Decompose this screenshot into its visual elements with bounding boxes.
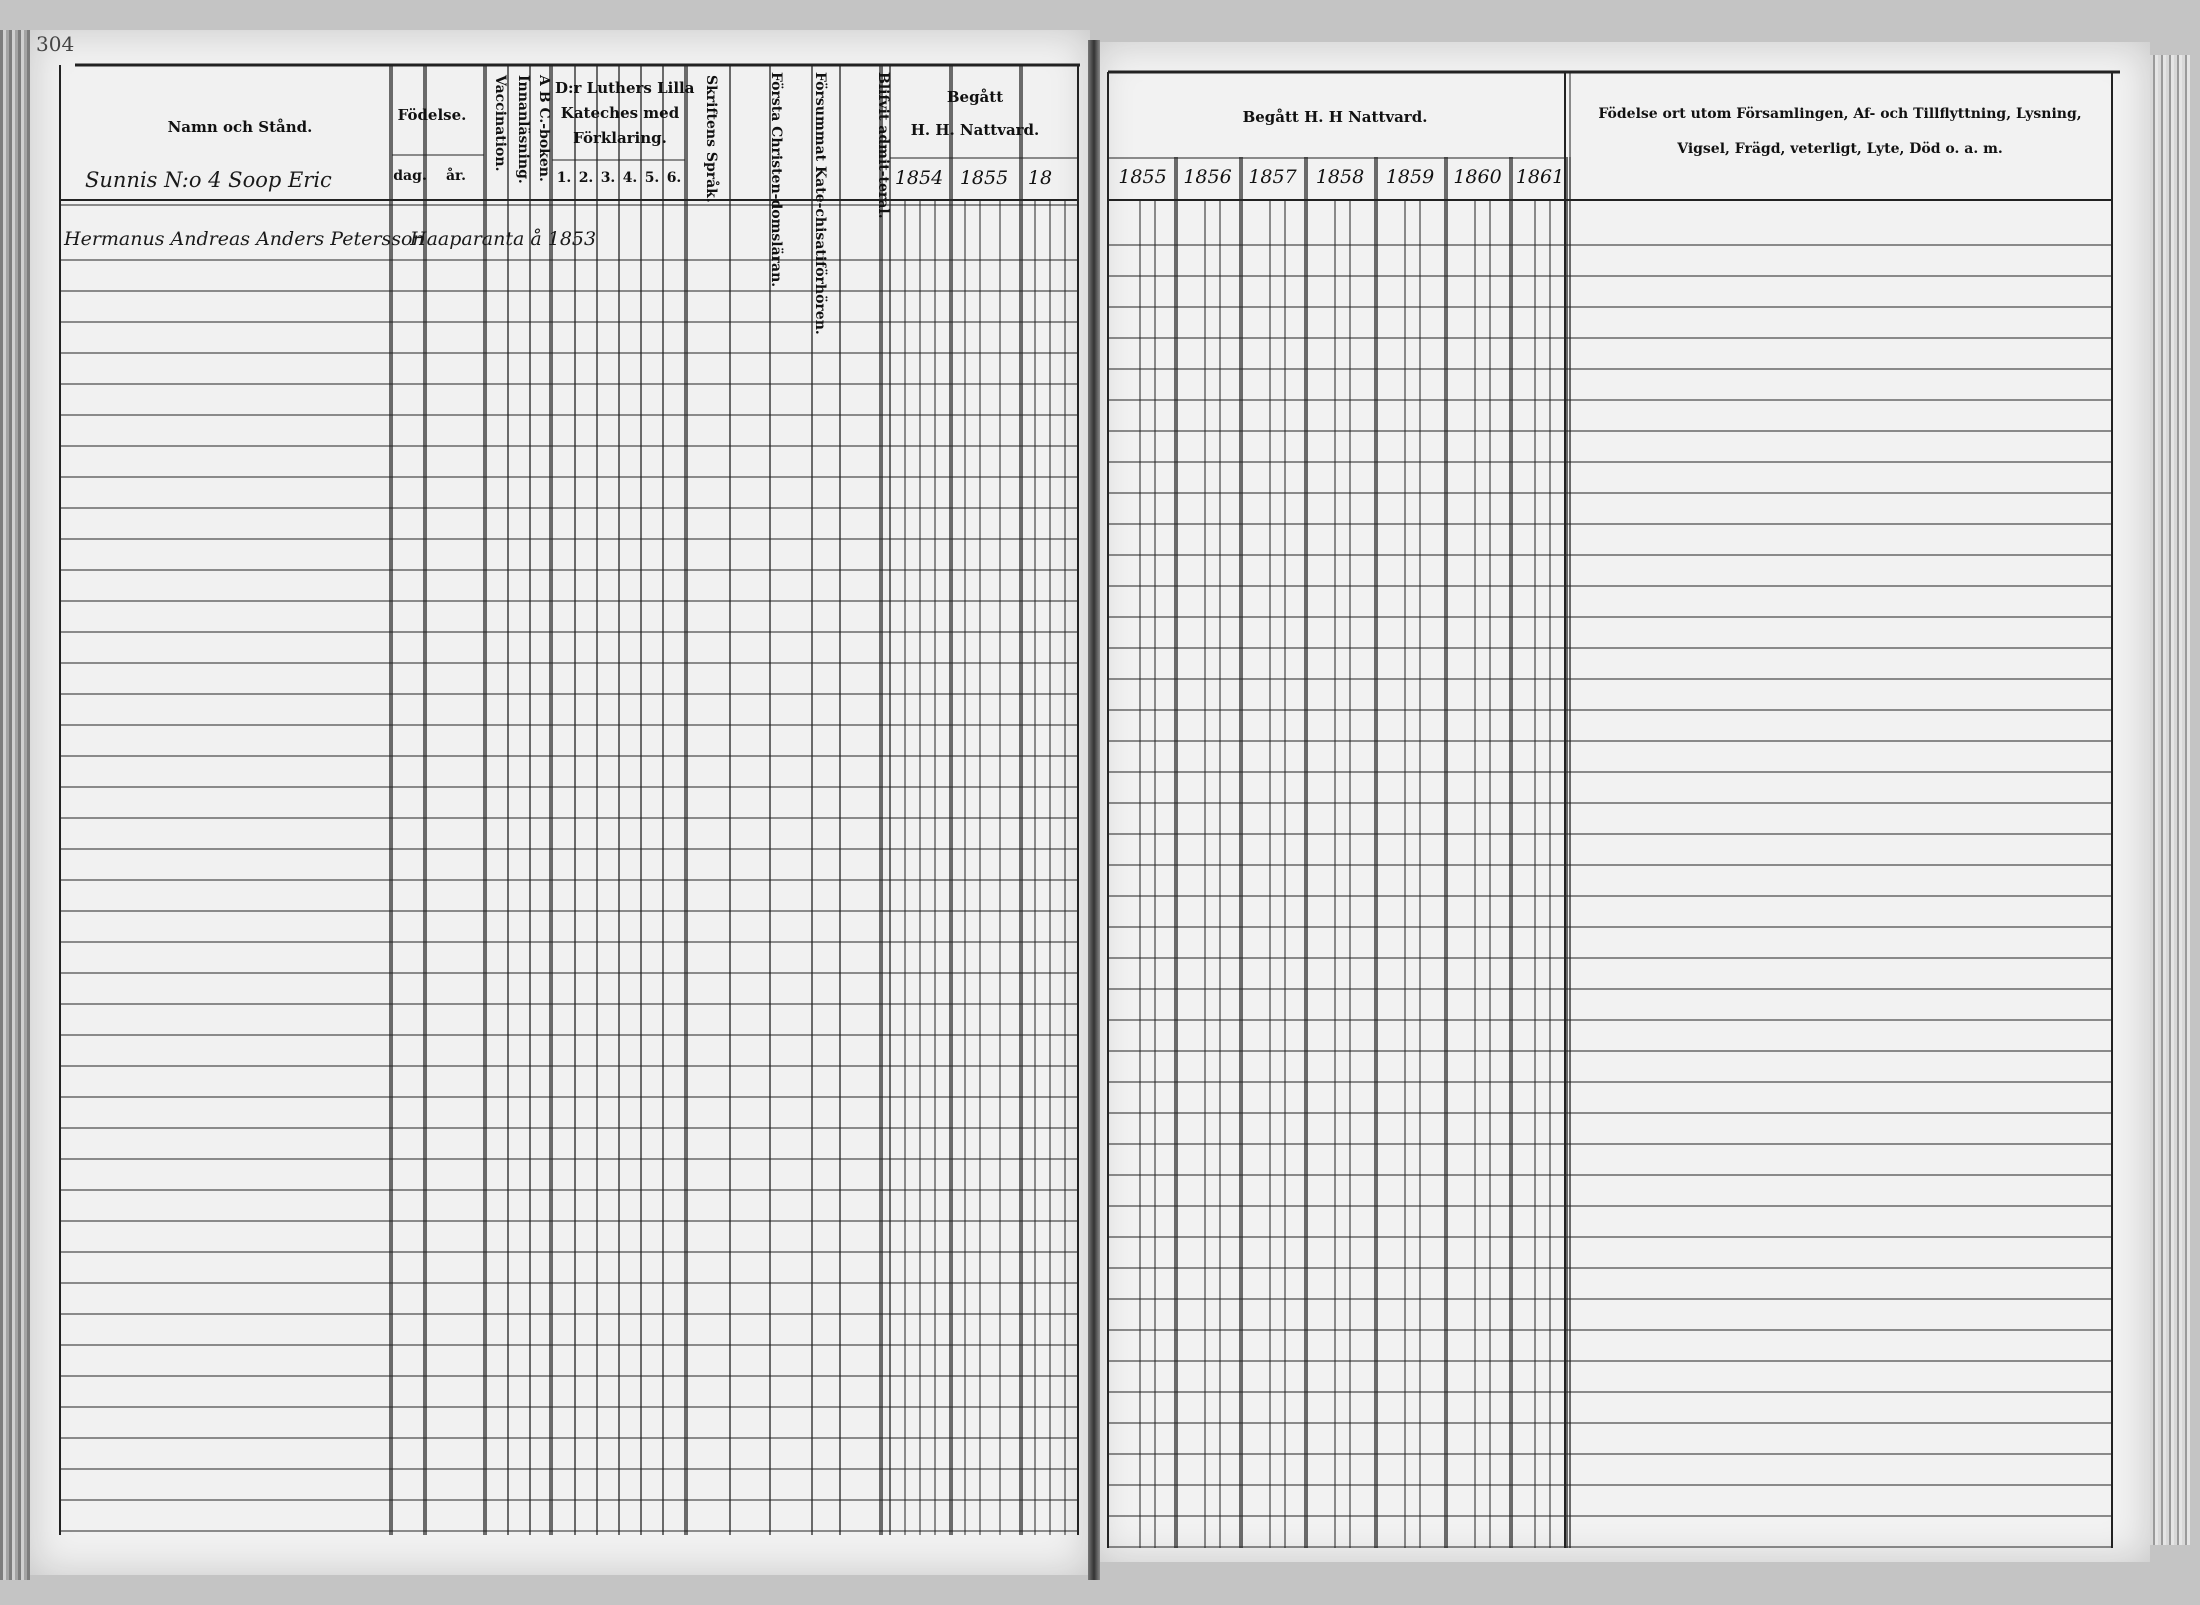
forsta-christendom-header: Första Christen-domsläran. <box>768 72 784 288</box>
remarks-header-line2: Vigsel, Frägd, veterligt, Lyte, Död o. a. m. <box>1677 141 2003 157</box>
luther-part-6: 6. <box>666 170 682 186</box>
entry-person-name: Hermanus Andreas Anders Petersson <box>64 228 425 250</box>
remarks-header-line1: Födelse ort utom Församlingen, Af- och Tillflyttning, Lysning, <box>1598 106 2082 122</box>
right-begatt-header: Begått H. H Nattvard. <box>1242 108 1428 126</box>
birth-year-label: år. <box>445 168 467 184</box>
blifvit-admitteral-header: Blifvit admit-teral. <box>875 72 891 219</box>
begatt-header-line1: Begått <box>946 88 1004 106</box>
name-header: Namn och Stånd. <box>167 118 313 136</box>
year-1860: 1860 <box>1453 166 1502 188</box>
begatt-header-line2: H. H. Nattvard. <box>910 121 1040 139</box>
skriftens-sprak-header: Skriftens Språk. <box>703 75 720 203</box>
luther-part-3: 3. <box>600 170 616 186</box>
abc-book-header: A B C.-boken. <box>536 75 553 182</box>
page-number: 304 <box>36 32 75 56</box>
year-1855: 1855 <box>1118 166 1167 188</box>
forsummat-kateches-header: Försummat Kate-chisatiförhören. <box>812 72 828 335</box>
vaccination-header: Vaccination. <box>492 75 509 172</box>
luther-part-5: 5. <box>644 170 660 186</box>
luther-header-line2: Kateches med <box>560 104 680 122</box>
innanlasning-header: Innanläsning. <box>515 75 532 184</box>
luther-part-4: 4. <box>622 170 638 186</box>
year-1854: 1854 <box>894 167 944 189</box>
year-1855-left: 1855 <box>959 167 1009 189</box>
year-18-blank: 18 <box>1027 167 1053 189</box>
year-1858: 1858 <box>1315 166 1365 188</box>
luther-header-line1: D:r Luthers Lilla <box>555 79 695 97</box>
year-1857: 1857 <box>1248 166 1297 188</box>
year-1861: 1861 <box>1515 166 1565 188</box>
year-1856: 1856 <box>1183 166 1232 188</box>
entry-birth-place: Haaparanta å 1853 <box>410 228 597 250</box>
luther-part-2: 2. <box>578 170 594 186</box>
entry-household-name: Sunnis N:o 4 Soop Eric <box>85 168 332 192</box>
luther-part-1: 1. <box>556 170 572 186</box>
luther-header-line3: Förklaring. <box>573 129 667 147</box>
year-1859: 1859 <box>1385 166 1435 188</box>
birth-header: Födelse. <box>397 106 467 124</box>
birth-day-label: dag. <box>393 168 427 184</box>
